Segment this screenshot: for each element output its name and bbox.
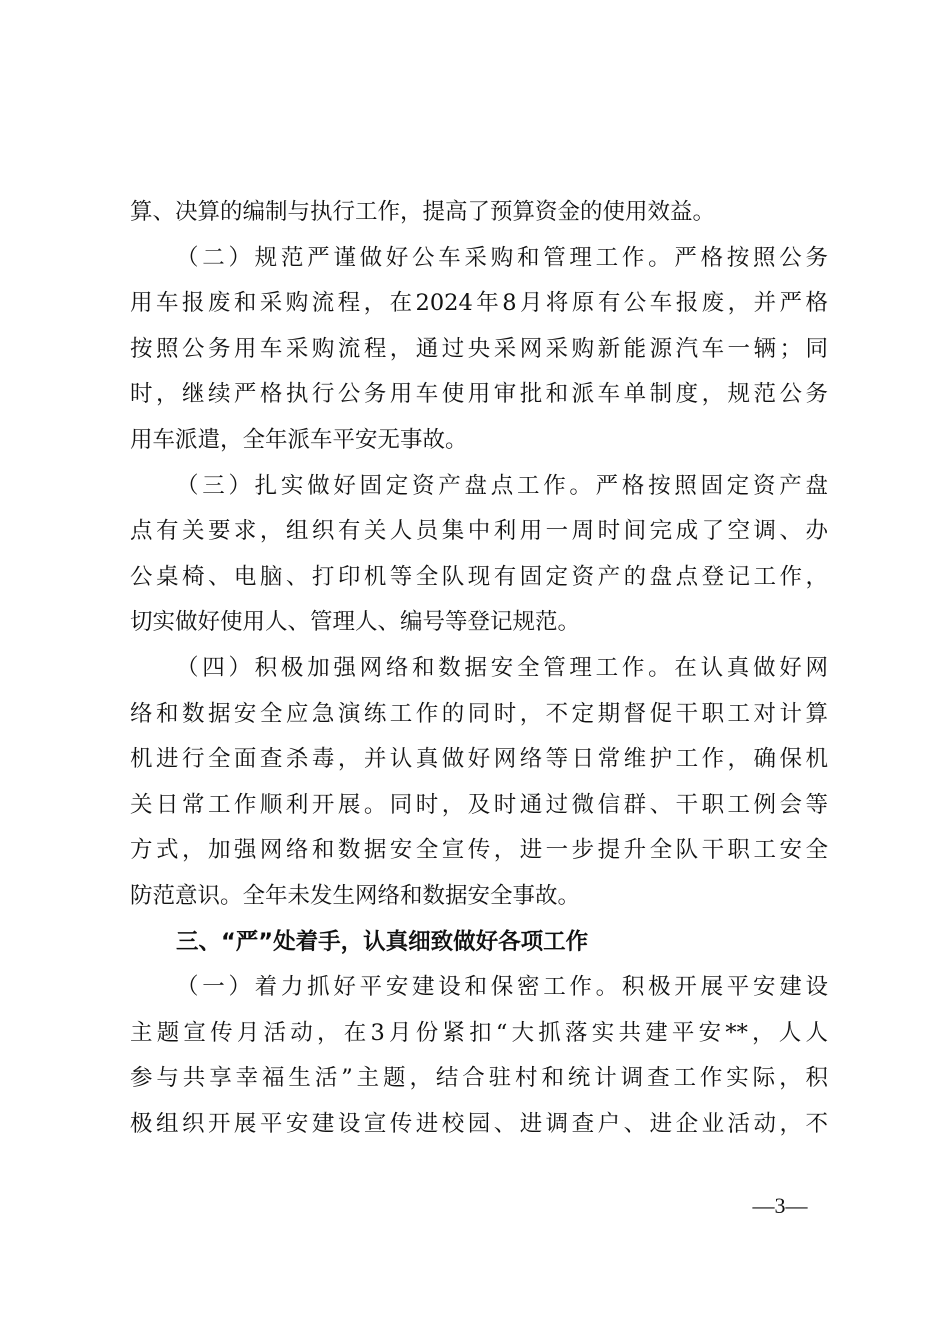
document-body [130, 190, 828, 1147]
paragraph-line: 切实做好使用人、管理人、编号等登记规范。 [130, 609, 581, 636]
paragraph-line: 算、决算的编制与执行工作，提高了预算资金的使用效益。 [130, 199, 716, 225]
paragraph-line: 参与共享幸福生活”主题，结合驻村和统计调查工作实际，积 [130, 1065, 828, 1092]
paragraph-line: 极组织开展平安建设宣传进校园、进调查户、进企业活动，不 [130, 1110, 828, 1137]
paragraph-line: 用车派遣，全年派车平安无事故。 [130, 426, 468, 453]
paragraph-line: （二）规范严谨做好公车采购和管理工作。严格按照公务 [176, 244, 828, 271]
paragraph-line: 络和数据安全应急演练工作的同时，不定期督促干职工对计算 [130, 700, 828, 727]
paragraph-line: 点有关要求，组织有关人员集中利用一周时间完成了空调、办 [130, 518, 828, 545]
page-number: —3— [752, 1193, 808, 1218]
paragraph-line: 时，继续严格执行公务用车使用审批和派车单制度，规范公务 [130, 381, 828, 408]
paragraph-line: （一）着力抓好平安建设和保密工作。积极开展平安建设 [176, 974, 828, 1001]
paragraph-line: 公桌椅、电脑、打印机等全队现有固定资产的盘点登记工作， [130, 563, 828, 590]
paragraph-line: 关日常工作顺利开展。同时，及时通过微信群、干职工例会等 [130, 791, 828, 818]
paragraph-line: （四）积极加强网络和数据安全管理工作。在认真做好网 [176, 654, 828, 681]
paragraph-line: 按照公务用车采购流程，通过央采网采购新能源汽车一辆；同 [130, 335, 828, 362]
section-heading: 三、“严”处着手，认真细致做好各项工作 [176, 928, 589, 955]
paragraph-line: 用车报废和采购流程，在2024年8月将原有公车报废，并严格 [130, 290, 828, 317]
paragraph-line: 方式，加强网络和数据安全宣传，进一步提升全队干职工安全 [130, 837, 828, 864]
paragraph-line: 机进行全面查杀毒，并认真做好网络等日常维护工作，确保机 [130, 746, 828, 773]
paragraph-line: 防范意识。全年未发生网络和数据安全事故。 [130, 882, 581, 909]
paragraph-line: （三）扎实做好固定资产盘点工作。严格按照固定资产盘 [176, 472, 828, 499]
paragraph-line: 主题宣传月活动，在3月份紧扣“大抓落实共建平安**，人人 [130, 1019, 828, 1046]
